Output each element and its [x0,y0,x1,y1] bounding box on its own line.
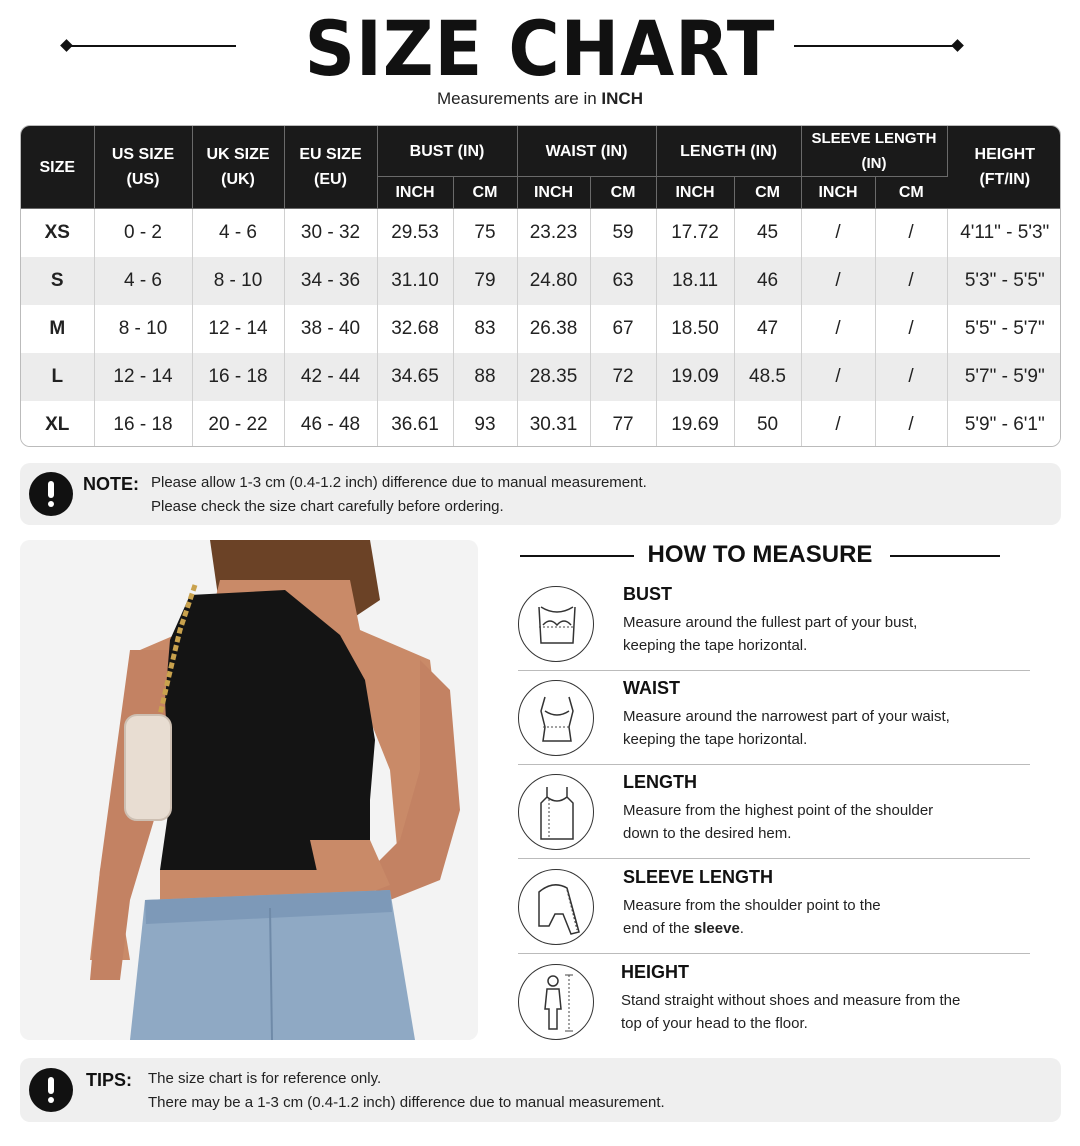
table-cell: 4'11" - 5'3" [947,209,1061,257]
divider [518,953,1030,954]
col-header-uk [192,126,284,209]
divider [518,858,1030,859]
table-cell: 47 [734,305,801,353]
size-label-cell: L [21,353,94,401]
col-header-eu [284,126,377,209]
table-cell: 20 - 22 [192,401,284,448]
table-cell: 8 - 10 [94,305,192,353]
table-cell: 26.38 [517,305,590,353]
sleeve-icon [518,869,594,945]
table-cell: 45 [734,209,801,257]
measure-item-bust [518,584,1030,678]
table-cell: 31.10 [377,257,453,305]
subheader-waist-cm: CM [590,177,656,209]
col-header-eu-line2: (EU) [314,171,347,188]
table-cell: 18.11 [656,257,734,305]
model-illustration [20,540,478,1040]
page-title: SIZE CHART [304,4,776,93]
note-line-1: Please allow 1-3 cm (0.4-1.2 inch) difference due to manual measurement. [151,474,647,491]
table-cell: 17.72 [656,209,734,257]
col-header-us-line2: (US) [126,171,160,188]
table-cell: 67 [590,305,656,353]
col-header-height [947,126,1061,209]
measure-desc-length-2: down to the desired hem. [623,825,792,842]
table-cell: 46 - 48 [284,401,377,448]
measure-desc-sleeve-2 [623,920,744,937]
table-cell: / [801,305,875,353]
measure-desc-height-1: Stand straight without shoes and measure from the [621,992,961,1009]
table-cell: / [875,305,947,353]
measure-desc-length-1: Measure from the highest point of the shoulder [623,802,934,819]
note-panel [20,463,1061,525]
col-header-bust: BUST (IN) [377,126,517,177]
size-label-cell: S [21,257,94,305]
table-cell: 19.09 [656,353,734,401]
note-label: NOTE: [83,474,139,494]
table-cell: 79 [453,257,517,305]
measure-title-bust: BUST [623,584,672,604]
table-cell: 12 - 14 [94,353,192,401]
exclamation-icon [29,1068,73,1112]
table-row [21,209,1061,257]
subtitle-unit: INCH [601,89,643,108]
measure-title-length: LENGTH [623,772,697,792]
table-cell: 42 - 44 [284,353,377,401]
table-cell: 77 [590,401,656,448]
table-cell: 46 [734,257,801,305]
table-cell: / [801,353,875,401]
table-cell: 5'9" - 6'1" [947,401,1061,448]
size-label-cell: M [21,305,94,353]
table-cell: 83 [453,305,517,353]
table-cell: 30.31 [517,401,590,448]
tips-line-1: The size chart is for reference only. [148,1070,382,1087]
table-cell: 29.53 [377,209,453,257]
measure-title-sleeve: SLEEVE LENGTH [623,867,774,887]
table-cell: 16 - 18 [94,401,192,448]
subheader-sleeve-inch: INCH [801,177,875,209]
table-cell: 12 - 14 [192,305,284,353]
subtitle [0,89,1080,109]
table-cell: 5'3" - 5'5" [947,257,1061,305]
measure-item-height [518,962,1030,1056]
size-label-cell: XL [21,401,94,448]
table-cell: 72 [590,353,656,401]
length-icon [518,774,594,850]
table-cell: 38 - 40 [284,305,377,353]
exclamation-icon [29,472,73,516]
measure-desc-bust-2: keeping the tape horizontal. [623,637,808,654]
table-cell: / [801,209,875,257]
subheader-sleeve-cm: CM [875,177,947,209]
table-cell: / [801,401,875,448]
table-row [21,305,1061,353]
table-cell: 50 [734,401,801,448]
subheader-bust-inch: INCH [377,177,453,209]
note-line-2: Please check the size chart carefully before ordering. [151,498,504,515]
table-cell: 34 - 36 [284,257,377,305]
table-cell: 4 - 6 [94,257,192,305]
how-to-measure-title: HOW TO MEASURE [647,541,873,568]
table-cell: 28.35 [517,353,590,401]
measure-item-length [518,772,1030,866]
measure-desc-sleeve-2-bold: sleeve [693,920,740,937]
title-decoration-right [794,45,960,47]
table-cell: 36.61 [377,401,453,448]
table-cell: / [875,353,947,401]
subheader-length-cm: CM [734,177,801,209]
tips-label: TIPS: [86,1070,133,1090]
divider [518,764,1030,765]
table-cell: / [875,209,947,257]
tips-panel [20,1058,1061,1122]
measure-desc-waist-2: keeping the tape horizontal. [623,731,808,748]
col-header-sleeve: SLEEVE LENGTH (IN) [801,126,947,177]
table-cell: 59 [590,209,656,257]
measure-desc-height-2: top of your head to the floor. [621,1015,808,1032]
divider [518,670,1030,671]
col-header-eu-line1: EU SIZE [299,146,362,163]
height-icon [518,964,594,1040]
table-cell: 4 - 6 [192,209,284,257]
col-header-height-line2: (FT/IN) [979,171,1031,188]
measure-item-waist [518,678,1030,772]
htm-rule-right [890,555,1000,557]
size-label-cell: XS [21,209,94,257]
table-cell: 18.50 [656,305,734,353]
col-header-height-line1: HEIGHT [974,146,1035,163]
table-cell: 5'5" - 5'7" [947,305,1061,353]
col-header-uk-line1: UK SIZE [206,146,270,163]
col-header-length: LENGTH (IN) [656,126,801,177]
col-header-us-line1: US SIZE [111,146,175,163]
subheader-length-inch: INCH [656,177,734,209]
table-row [21,257,1061,305]
table-cell: 63 [590,257,656,305]
table-cell: 24.80 [517,257,590,305]
table-cell: 8 - 10 [192,257,284,305]
table-cell: 23.23 [517,209,590,257]
table-row [21,401,1061,448]
tips-line-2: There may be a 1-3 cm (0.4-1.2 inch) difference due to manual measurement. [148,1094,665,1111]
measure-title-waist: WAIST [623,678,680,698]
measure-desc-sleeve-2-suffix: . [739,920,744,937]
subtitle-prefix: Measurements are in [437,89,597,108]
waist-icon [518,680,594,756]
table-cell: 93 [453,401,517,448]
measure-title-height: HEIGHT [621,962,690,982]
table-cell: / [875,401,947,448]
size-table [20,125,1061,447]
measure-desc-sleeve-2-prefix: end of the [623,920,694,937]
table-cell: 19.69 [656,401,734,448]
subheader-bust-cm: CM [453,177,517,209]
table-cell: / [801,257,875,305]
table-cell: 88 [453,353,517,401]
table-cell: / [875,257,947,305]
table-cell: 0 - 2 [94,209,192,257]
measure-desc-sleeve-1: Measure from the shoulder point to the [623,897,881,914]
bust-icon [518,586,594,662]
table-cell: 16 - 18 [192,353,284,401]
measure-item-sleeve [518,867,1030,961]
table-row [21,353,1061,401]
col-header-us [94,126,192,209]
product-photo [20,540,478,1040]
col-header-uk-line2: (UK) [221,171,255,188]
col-header-waist: WAIST (IN) [517,126,656,177]
subheader-waist-inch: INCH [517,177,590,209]
table-cell: 30 - 32 [284,209,377,257]
table-cell: 48.5 [734,353,801,401]
table-cell: 32.68 [377,305,453,353]
measure-desc-bust-1: Measure around the fullest part of your bust, [623,614,918,631]
table-cell: 75 [453,209,517,257]
table-cell: 34.65 [377,353,453,401]
table-body [21,209,1061,448]
header [0,0,1080,120]
measure-desc-waist-1: Measure around the narrowest part of your waist, [623,708,950,725]
col-header-size: SIZE [21,126,94,209]
table-cell: 5'7" - 5'9" [947,353,1061,401]
